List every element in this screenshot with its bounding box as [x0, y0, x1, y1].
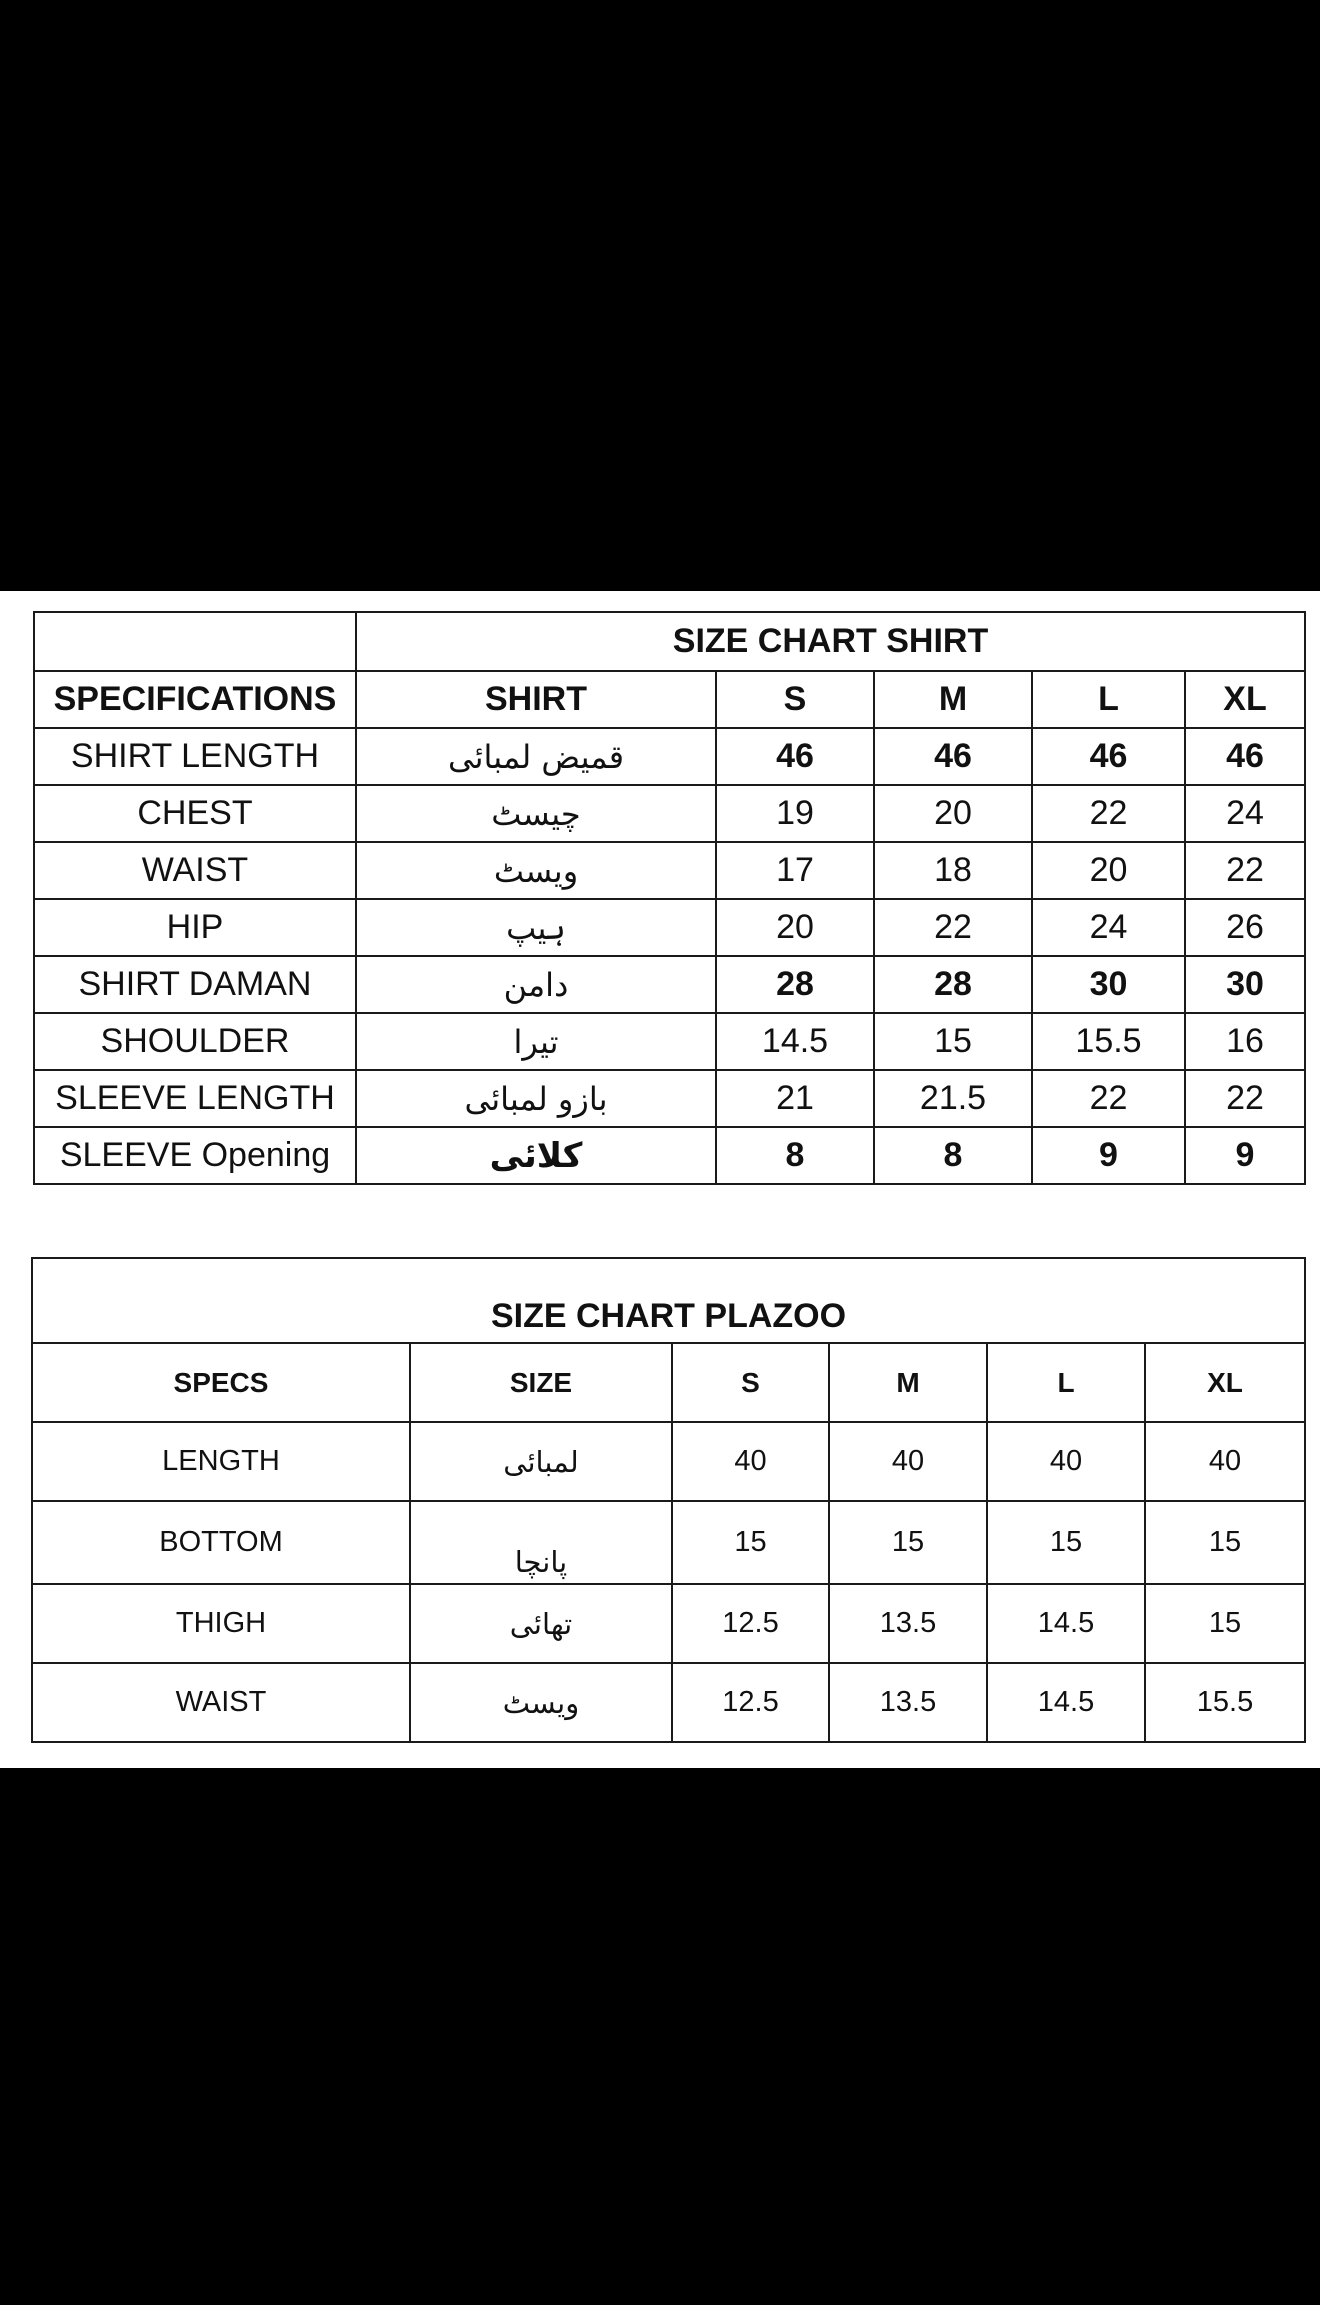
table-row [34, 1070, 1305, 1127]
value-l: 15 [987, 1501, 1145, 1584]
value-xl: 26 [1185, 899, 1305, 956]
urdu-label: تھائی [410, 1584, 672, 1663]
plazoo-size-table [31, 1257, 1306, 1743]
urdu-label: قمیض لمبائی [356, 728, 716, 785]
value-m: 18 [874, 842, 1032, 899]
value-s: 17 [716, 842, 874, 899]
table-row [34, 842, 1305, 899]
urdu-label: چیسٹ [356, 785, 716, 842]
value-l: 24 [1032, 899, 1185, 956]
value-l: 22 [1032, 1070, 1185, 1127]
value-s: 14.5 [716, 1013, 874, 1070]
value-m: 28 [874, 956, 1032, 1013]
urdu-label: لمبائی [410, 1422, 672, 1501]
header-size: SIZE [410, 1343, 672, 1422]
top-black-area [0, 0, 1320, 591]
value-s: 20 [716, 899, 874, 956]
value-xl: 9 [1185, 1127, 1305, 1184]
urdu-label: ویسٹ [356, 842, 716, 899]
header-s: S [716, 671, 874, 728]
value-s: 21 [716, 1070, 874, 1127]
table-row [32, 1584, 1305, 1663]
spec-label: WAIST [32, 1663, 410, 1742]
table-title-row [32, 1258, 1305, 1343]
header-specs: SPECS [32, 1343, 410, 1422]
urdu-label: ہیپ [356, 899, 716, 956]
header-shirt: SHIRT [356, 671, 716, 728]
header-m: M [829, 1343, 987, 1422]
shirt-size-table [33, 611, 1306, 1185]
value-xl: 15 [1145, 1584, 1305, 1663]
urdu-label: بازو لمبائی [356, 1070, 716, 1127]
spec-label: LENGTH [32, 1422, 410, 1501]
table-row [34, 785, 1305, 842]
urdu-label: پانچا [410, 1501, 672, 1584]
table-row [34, 899, 1305, 956]
value-l: 9 [1032, 1127, 1185, 1184]
size-chart-image [0, 591, 1320, 1768]
header-m: M [874, 671, 1032, 728]
value-s: 12.5 [672, 1584, 829, 1663]
header-l: L [1032, 671, 1185, 728]
table-row [32, 1422, 1305, 1501]
header-specifications: SPECIFICATIONS [34, 671, 356, 728]
spec-label: BOTTOM [32, 1501, 410, 1584]
value-m: 22 [874, 899, 1032, 956]
urdu-label: ویسٹ [410, 1663, 672, 1742]
value-xl: 46 [1185, 728, 1305, 785]
shirt-chart-title: SIZE CHART SHIRT [356, 612, 1305, 671]
value-m: 13.5 [829, 1663, 987, 1742]
table-row [34, 956, 1305, 1013]
value-m: 40 [829, 1422, 987, 1501]
value-s: 12.5 [672, 1663, 829, 1742]
value-s: 15 [672, 1501, 829, 1584]
value-xl: 24 [1185, 785, 1305, 842]
value-xl: 15.5 [1145, 1663, 1305, 1742]
spec-label: SHIRT LENGTH [34, 728, 356, 785]
table-header-row [34, 671, 1305, 728]
value-xl: 16 [1185, 1013, 1305, 1070]
value-m: 46 [874, 728, 1032, 785]
spec-label: CHEST [34, 785, 356, 842]
spec-label: SLEEVE LENGTH [34, 1070, 356, 1127]
value-xl: 22 [1185, 842, 1305, 899]
urdu-label: دامن [356, 956, 716, 1013]
value-s: 46 [716, 728, 874, 785]
table-title-row [34, 612, 1305, 671]
bottom-black-area [0, 1768, 1320, 2305]
value-s: 8 [716, 1127, 874, 1184]
spec-label: SHIRT DAMAN [34, 956, 356, 1013]
header-xl: XL [1145, 1343, 1305, 1422]
header-s: S [672, 1343, 829, 1422]
value-s: 28 [716, 956, 874, 1013]
value-l: 20 [1032, 842, 1185, 899]
value-m: 15 [829, 1501, 987, 1584]
plazoo-chart-title: SIZE CHART PLAZOO [32, 1258, 1305, 1343]
value-m: 13.5 [829, 1584, 987, 1663]
table-row [34, 1127, 1305, 1184]
value-m: 8 [874, 1127, 1032, 1184]
value-l: 22 [1032, 785, 1185, 842]
value-m: 21.5 [874, 1070, 1032, 1127]
value-l: 30 [1032, 956, 1185, 1013]
spec-label: HIP [34, 899, 356, 956]
table-row [34, 728, 1305, 785]
empty-cell [34, 612, 356, 671]
spec-label: THIGH [32, 1584, 410, 1663]
table-header-row [32, 1343, 1305, 1422]
value-l: 14.5 [987, 1584, 1145, 1663]
table-row [32, 1663, 1305, 1742]
spec-label: WAIST [34, 842, 356, 899]
value-l: 46 [1032, 728, 1185, 785]
value-l: 40 [987, 1422, 1145, 1501]
urdu-label: تیرا [356, 1013, 716, 1070]
spec-label: SHOULDER [34, 1013, 356, 1070]
value-m: 20 [874, 785, 1032, 842]
value-xl: 30 [1185, 956, 1305, 1013]
value-m: 15 [874, 1013, 1032, 1070]
value-xl: 40 [1145, 1422, 1305, 1501]
table-row [32, 1501, 1305, 1584]
corner-mark-icon [1286, 0, 1310, 2]
value-s: 40 [672, 1422, 829, 1501]
value-l: 15.5 [1032, 1013, 1185, 1070]
spec-label: SLEEVE Opening [34, 1127, 356, 1184]
value-s: 19 [716, 785, 874, 842]
table-row [34, 1013, 1305, 1070]
value-l: 14.5 [987, 1663, 1145, 1742]
header-xl: XL [1185, 671, 1305, 728]
value-xl: 15 [1145, 1501, 1305, 1584]
header-l: L [987, 1343, 1145, 1422]
urdu-label: کلائی [356, 1127, 716, 1184]
value-xl: 22 [1185, 1070, 1305, 1127]
